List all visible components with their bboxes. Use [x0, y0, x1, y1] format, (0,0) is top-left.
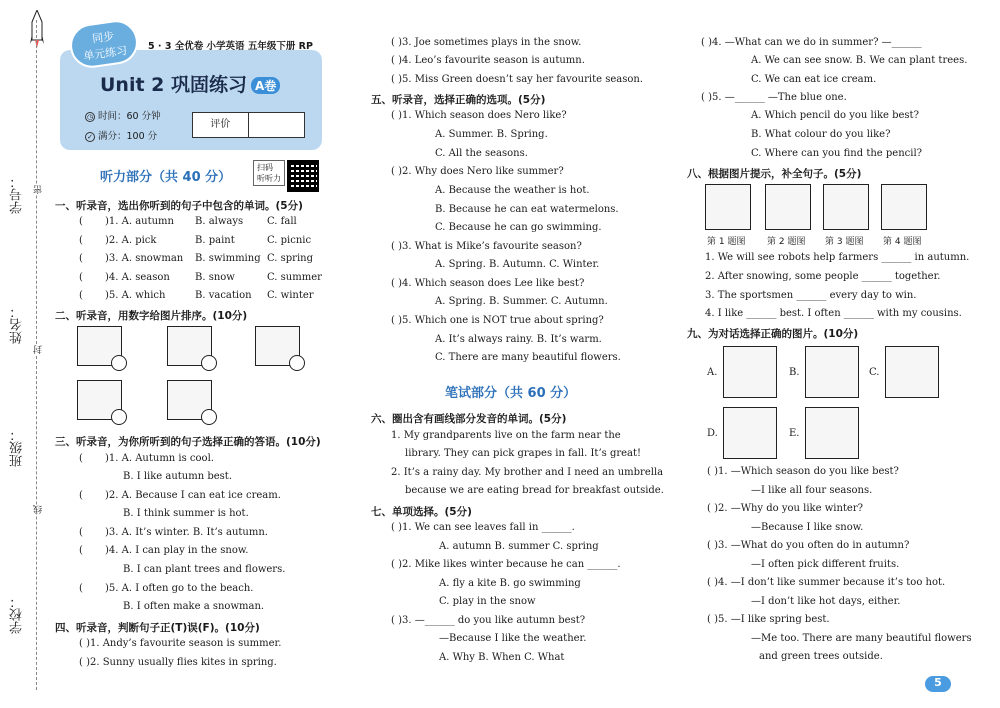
s3-q1-b: B. I like autumn best. [123, 471, 232, 482]
score-text: 满分：100 分 [98, 131, 158, 142]
s3-q2-b: B. I think summer is hot. [123, 508, 249, 519]
s8-caption-1: 第 1 题图 [707, 237, 746, 247]
s1-r3-c: C. spring [267, 253, 314, 264]
s8-l3: 4. I like ______ best. I often ______ with my cousins. [705, 308, 962, 319]
s2-title: 二、听录音，用数字给图片排序。(10分) [55, 310, 248, 322]
school-label: 学校： [10, 595, 25, 634]
stamp-line-1: 同步 [91, 29, 115, 46]
answer-circle[interactable] [111, 355, 127, 371]
time-limit [85, 108, 161, 122]
s3-title: 三、听录音，为你所听到的句子选择正确的答语。(10分) [55, 436, 321, 448]
s4-q1: ( )1. Andy’s favourite season is summer. [79, 638, 282, 649]
s1-r4-bracket: ( [79, 272, 83, 283]
name-label: 姓名： [10, 305, 25, 344]
s8-caption-2: 第 2 题图 [767, 237, 806, 247]
s6-l0: 1. My grandparents live on the farm near the [391, 430, 621, 441]
s7-l4: C. play in the snow [439, 596, 536, 607]
scan-hint [253, 160, 285, 186]
column-1 [55, 0, 355, 708]
s3-q3-ab: )3. A. It’s winter. B. It’s autumn. [105, 527, 268, 538]
s7-l14: C. Where can you find the pencil? [751, 148, 923, 159]
s3-q1-a: )1. A. Autumn is cool. [105, 453, 214, 464]
s1-r5-a: )5. A. which [105, 290, 166, 301]
s3-q1-bracket: ( [79, 453, 83, 464]
s5-l6: C. Because he can go swimming. [435, 222, 602, 233]
s9-l1: —I like all four seasons. [751, 485, 873, 496]
s5-title: 五、听录音，选择正确的选项。(5分) [371, 94, 546, 106]
s5-l10: A. Spring. B. Summer. C. Autumn. [435, 296, 608, 307]
s9-letter-c: C. [869, 367, 880, 378]
brand-line: 5 · 3 全优卷 小学英语 五年级下册 RP [148, 41, 313, 52]
answer-circle[interactable] [111, 409, 127, 425]
s9-picture-a [723, 346, 777, 398]
s1-r4-b: B. snow [195, 272, 235, 283]
s5-l1: A. Summer. B. Spring. [435, 129, 548, 140]
s8-caption-4: 第 4 题图 [883, 237, 922, 247]
s9-title: 九、为对话选择正确的图片。(10分) [687, 328, 859, 340]
s9-picture-b [805, 346, 859, 398]
s7-l12: A. Which pencil do you like best? [751, 110, 919, 121]
class-label: 班级： [10, 428, 25, 467]
s9-l0: ( )1. —Which season do you like best? [707, 466, 899, 477]
s4-q5: ( )5. Miss Green doesn’t say her favourite season. [391, 74, 643, 85]
sync-stamp [67, 17, 140, 70]
s9-l6: ( )4. —I don’t like summer because it’s too hot. [707, 577, 946, 588]
s5-l5: B. Because he can eat watermelons. [435, 204, 619, 215]
s1-r1-b: B. always [195, 216, 244, 227]
s4-q4: ( )4. Leo’s favourite season is autumn. [391, 55, 585, 66]
s9-l7: —I don’t like hot days, either. [751, 596, 901, 607]
s1-title: 一、听录音，选出你听到的句子中包含的单词。(5分) [55, 200, 303, 212]
s3-q4-a: )4. A. I can play in the snow. [105, 545, 249, 556]
grade-label: 评价 [193, 113, 249, 137]
s9-picture-d [723, 407, 777, 459]
s7-title: 七、单项选择。(5分) [371, 506, 472, 518]
s2-picture-3 [255, 326, 300, 366]
answer-circle[interactable] [201, 355, 217, 371]
s2-picture-2 [167, 326, 212, 366]
answer-circle[interactable] [201, 409, 217, 425]
s3-q4-b: B. I can plant trees and flowers. [123, 564, 286, 575]
s9-l10: and green trees outside. [759, 651, 883, 662]
s7-l7: A. Why B. When C. What [439, 652, 565, 663]
s3-q2-bracket: ( [79, 490, 83, 501]
s1-r5-c: C. winter [267, 290, 314, 301]
s3-q2-a: )2. A. Because I can eat ice cream. [105, 490, 281, 501]
s1-r1-a: )1. A. autumn [105, 216, 174, 227]
grade-box [192, 112, 305, 138]
seal-mark-2: 封 [34, 345, 44, 354]
s9-picture-c [885, 346, 939, 398]
s8-l2: 3. The sportsmen ______ every day to win. [705, 290, 917, 301]
cut-line [36, 20, 37, 690]
s7-l8: ( )4. —What can we do in summer? —______ [701, 37, 922, 48]
seal-mark-3: 线 [34, 505, 44, 514]
s8-title: 八、根据图片提示，补全句子。(5分) [687, 168, 862, 180]
version-badge: A卷 [251, 77, 280, 94]
s1-r5-b: B. vacation [195, 290, 252, 301]
s9-letter-e: E. [789, 428, 800, 439]
s9-l5: —I often pick different fruits. [751, 559, 900, 570]
s1-r4-a: )4. A. season [105, 272, 170, 283]
rocket-icon [30, 10, 44, 50]
s2-picture-5 [167, 380, 212, 420]
number-label: 学号： [10, 175, 25, 214]
s6-l2: 2. It’s a rainy day. My brother and I need an umbrella [391, 467, 664, 478]
s1-r2-bracket: ( [79, 235, 83, 246]
binding-strip [0, 0, 50, 708]
s8-l0: 1. We will see robots help farmers ______ in autumn. [705, 252, 970, 263]
s1-r3-bracket: ( [79, 253, 83, 264]
s4-q3: ( )3. Joe sometimes plays in the snow. [391, 37, 582, 48]
s7-l1: A. autumn B. summer C. spring [439, 541, 599, 552]
s4-title: 四、听录音，判断句子正(T)误(F)。(10分) [55, 622, 260, 634]
qr-code-icon [287, 160, 319, 192]
s3-q5-b: B. I often make a snowman. [123, 601, 265, 612]
s1-r2-c: C. picnic [267, 235, 312, 246]
s5-l4: A. Because the weather is hot. [435, 185, 590, 196]
s2-picture-4 [77, 380, 122, 420]
s6-l3: because we are eating bread for breakfast outside. [405, 485, 664, 496]
s3-q5-bracket: ( [79, 583, 83, 594]
s6-l1: library. They can pick grapes in fall. It’s great! [405, 448, 642, 459]
page-number: 5 [925, 676, 951, 692]
s1-r5-bracket: ( [79, 290, 83, 301]
s8-l1: 2. After snowing, some people ______ together. [705, 271, 941, 282]
clock-icon: ◷ [86, 113, 94, 121]
listening-title: 听力部分（共 40 分） [100, 170, 232, 185]
s7-l2: ( )2. Mike likes winter because he can ______. [391, 559, 621, 570]
title-text: Unit 2 巩固练习 [100, 74, 247, 96]
s7-l5: ( )3. —______ do you like autumn best? [391, 615, 586, 626]
s9-letter-b: B. [789, 367, 800, 378]
s1-r2-a: )2. A. pick [105, 235, 157, 246]
seal-mark-1: 密 [34, 185, 44, 194]
s1-r3-b: B. swimming [195, 253, 261, 264]
stamp-line-2: 单元练习 [82, 43, 129, 63]
s7-l3: A. fly a kite B. go swimming [439, 578, 581, 589]
full-score [85, 128, 157, 142]
s9-l9: —Me too. There are many beautiful flowers [751, 633, 972, 644]
s9-l8: ( )5. —I like spring best. [707, 614, 830, 625]
column-3 [687, 0, 995, 708]
column-2 [365, 0, 685, 708]
s6-title: 六、圈出含有画线部分发音的单词。(5分) [371, 413, 567, 425]
s8-picture-3 [823, 184, 869, 230]
s7-l10: C. We can eat ice cream. [751, 74, 877, 85]
s8-picture-2 [765, 184, 811, 230]
grade-field[interactable] [249, 113, 305, 137]
s7-l13: B. What colour do you like? [751, 129, 891, 140]
s3-q3-bracket: ( [79, 527, 83, 538]
s9-picture-e [805, 407, 859, 459]
check-icon: ✓ [85, 132, 95, 142]
s8-caption-3: 第 3 题图 [825, 237, 864, 247]
s1-r1-bracket: ( [79, 216, 83, 227]
s4-q2: ( )2. Sunny usually flies kites in spring. [79, 657, 277, 668]
s7-l9: A. We can see snow. B. We can plant trees. [751, 55, 968, 66]
writing-title: 笔试部分（共 60 分） [445, 386, 577, 401]
s5-l3: ( )2. Why does Nero like summer? [391, 166, 564, 177]
s9-l3: —Because I like snow. [751, 522, 864, 533]
s5-l12: A. It’s always rainy. B. It’s warm. [435, 334, 602, 345]
s1-r2-b: B. paint [195, 235, 235, 246]
page-title [100, 70, 280, 97]
s7-l0: ( )1. We can see leaves fall in ______. [391, 522, 575, 533]
s9-letter-d: D. [707, 428, 718, 439]
s5-l8: A. Spring. B. Autumn. C. Winter. [435, 259, 600, 270]
s3-q5-a: )5. A. I often go to the beach. [105, 583, 254, 594]
s5-l13: C. There are many beautiful flowers. [435, 352, 621, 363]
s9-letter-a: A. [707, 367, 718, 378]
s5-l0: ( )1. Which season does Nero like? [391, 110, 567, 121]
s5-l2: C. All the seasons. [435, 148, 528, 159]
s8-picture-4 [881, 184, 927, 230]
time-text: 时间：60 分钟 [98, 111, 161, 122]
s2-picture-1 [77, 326, 122, 366]
s8-picture-1 [705, 184, 751, 230]
scan-line-2: 听听力 [257, 174, 281, 183]
s7-l11: ( )5. —______ —The blue one. [701, 92, 847, 103]
header-banner [60, 29, 322, 150]
s7-l6: —Because I like the weather. [439, 633, 587, 644]
s5-l9: ( )4. Which season does Lee like best? [391, 278, 585, 289]
scan-line-1: 扫码 [257, 163, 273, 172]
s5-l11: ( )5. Which one is NOT true about spring? [391, 315, 604, 326]
s1-r4-c: C. summer [267, 272, 322, 283]
s1-r3-a: )3. A. snowman [105, 253, 184, 264]
s1-r1-c: C. fall [267, 216, 297, 227]
s5-l7: ( )3. What is Mike’s favourite season? [391, 241, 582, 252]
s9-l2: ( )2. —Why do you like winter? [707, 503, 863, 514]
s9-l4: ( )3. —What do you often do in autumn? [707, 540, 910, 551]
s3-q4-bracket: ( [79, 545, 83, 556]
answer-circle[interactable] [289, 355, 305, 371]
